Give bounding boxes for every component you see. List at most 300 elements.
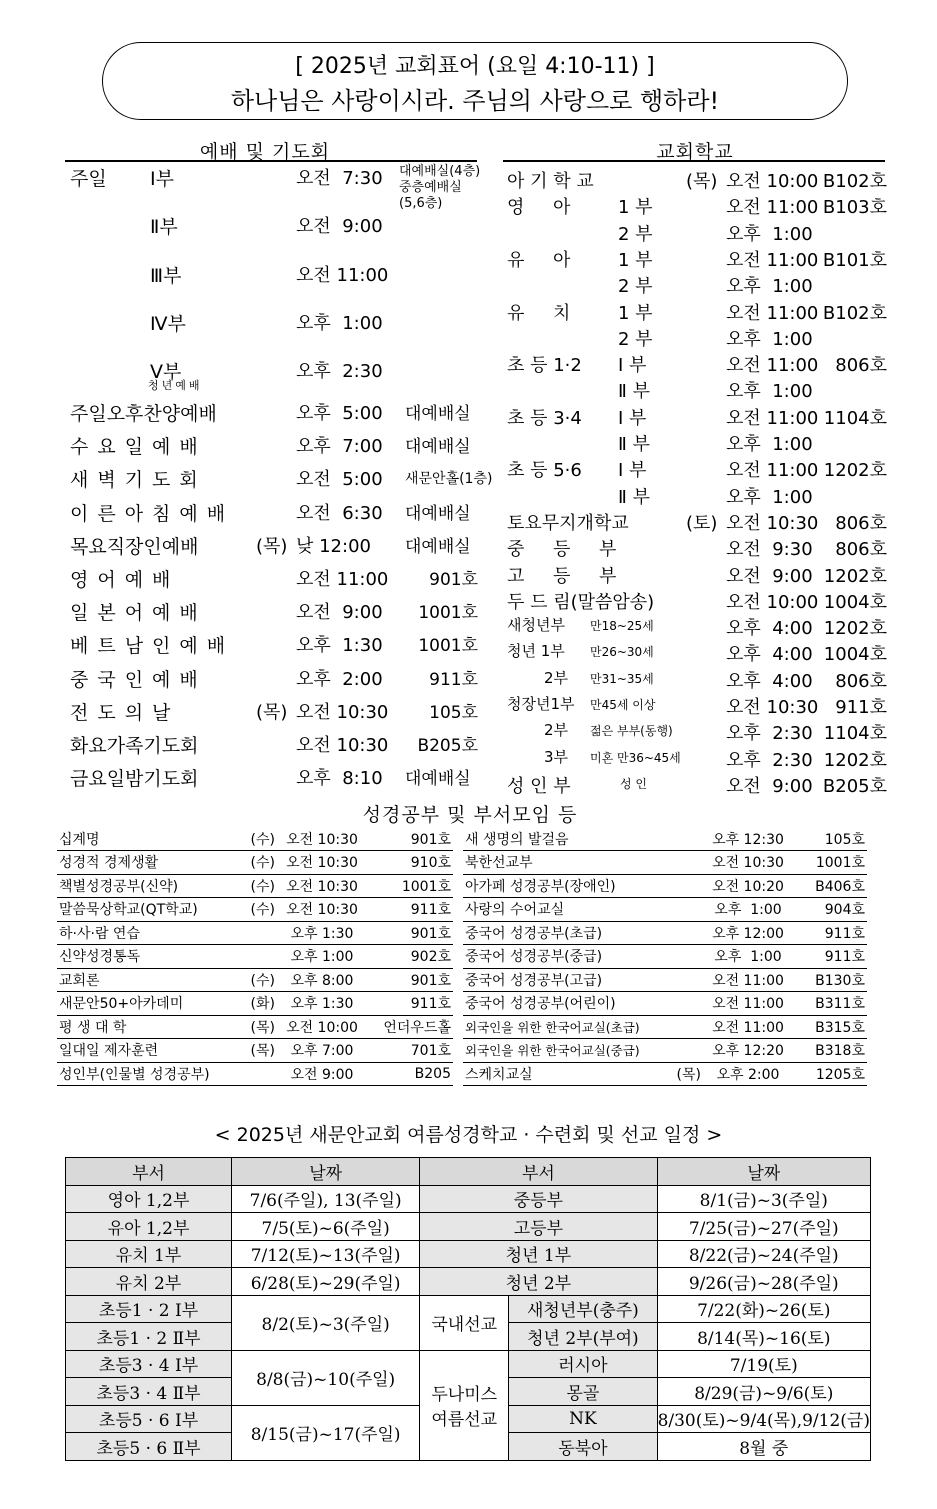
dept-cell: 초등1 · 2 Ⅰ부 [66, 1295, 232, 1323]
worship-time: 낮 12:00 [296, 535, 371, 557]
school-room: 806호 [835, 670, 887, 692]
table-row [463, 851, 867, 875]
school-part: 1 부 [618, 249, 653, 271]
study-day: (목) [237, 1015, 277, 1039]
study-time: 오전 9:00 [277, 1062, 367, 1086]
school-dept: 2부 [544, 668, 569, 687]
study-day: (수) [237, 968, 277, 992]
study-day [237, 921, 277, 945]
date-cell: 8/15(금)~17(주일) [232, 1405, 420, 1460]
date-cell: 7/12(토)~13(주일) [232, 1240, 420, 1268]
school-room: 1202호 [823, 565, 887, 587]
date-cell: 7/19(토) [657, 1350, 870, 1378]
dept-cell: 초등5 · 6 Ⅰ부 [66, 1405, 232, 1433]
school-time: 오전 10:30 [726, 697, 819, 718]
dept-cell: 유치 1부 [66, 1240, 232, 1268]
study-time: 오전 10:30 [277, 874, 367, 898]
study-day [663, 921, 703, 945]
study-room: 1001호 [367, 874, 453, 898]
study-room: B311호 [793, 992, 867, 1016]
table-row [66, 1295, 871, 1323]
study-day: (수) [237, 851, 277, 875]
study-day [237, 945, 277, 969]
dept-cell: 초등3 · 4 Ⅱ부 [66, 1378, 232, 1406]
table-row [66, 1185, 871, 1213]
study-name: 외국인을 위한 한국어교실(중급) [463, 1039, 663, 1063]
study-day: (수) [237, 898, 277, 922]
school-time: 오전 11:00 [726, 460, 819, 482]
school-time: 오전 11:00 [726, 197, 819, 219]
study-name: 중국어 성경공부(중급) [463, 945, 663, 969]
worship-name: 전도의날 [70, 701, 180, 724]
school-time: 오전 11:00 [726, 407, 819, 429]
worship-time: 오후 7:00 [296, 436, 383, 458]
school-rule [503, 160, 885, 162]
study-room: 901호 [367, 827, 453, 851]
school-time: 오후 1:00 [726, 486, 813, 508]
study-name: 성경적 경제생활 [57, 851, 237, 875]
date-cell: 7/22(화)~26(토) [657, 1295, 870, 1323]
date-cell: 8/14(목)~16(토) [657, 1323, 870, 1351]
study-room: B130호 [793, 968, 867, 992]
date-cell: 8/1(금)~3(주일) [657, 1185, 870, 1213]
study-time: 오전 10:30 [277, 851, 367, 875]
worship-time: 오후 8:10 [296, 768, 383, 790]
study-day [663, 898, 703, 922]
table-row [463, 898, 867, 922]
study-name: 책별성경공부(신약) [57, 874, 237, 898]
worship-place: 대예배실 [405, 769, 471, 790]
school-dept: 아 기 학 교 [507, 171, 594, 192]
study-name: 말씀묵상학교(QT학교) [57, 898, 237, 922]
worship-name: 일본어예배 [70, 602, 207, 625]
study-name: 중국어 성경공부(어린이) [463, 992, 663, 1016]
table-row [57, 1015, 453, 1039]
dept-cell: 러시아 [509, 1350, 657, 1378]
school-room: B102호 [822, 171, 887, 192]
study-room: 701호 [367, 1039, 453, 1063]
sunday-place-note: 대예배실(4층) 중층예배실 (5,6층) [399, 164, 481, 211]
school-age-note: 만26~30세 [590, 645, 654, 660]
study-name: 스케치교실 [463, 1062, 663, 1086]
school-room: 1104호 [823, 723, 887, 745]
motto-title: [ 2025년 교회표어 (요일 4:10-11) ] [295, 54, 655, 79]
worship-time: 오후 5:00 [296, 403, 383, 424]
school-age-note: 젊은 부부(동행) [590, 724, 673, 739]
study-day [237, 1062, 277, 1086]
worship-name: 금요일밤기도회 [70, 768, 199, 791]
table-row [57, 851, 453, 875]
summer-schedule-table [65, 1157, 871, 1461]
sunday-label: 주일 [70, 168, 107, 190]
worship-time: 오후 1:30 [296, 635, 383, 657]
dept-cell: 새청년부(충주) [509, 1295, 657, 1323]
school-room: 806호 [835, 512, 887, 534]
domestic-mission-label: 국내선교 [420, 1295, 509, 1350]
school-time: 오전 11:00 [726, 302, 819, 324]
school-time: 오전 9:00 [726, 565, 813, 587]
study-time: 오후 1:00 [703, 945, 793, 969]
school-part: 2 부 [618, 276, 653, 298]
study-day: (목) [237, 1039, 277, 1063]
school-part: Ⅱ 부 [618, 434, 650, 455]
worship-rule [65, 160, 477, 162]
service-time: 오전 9:00 [296, 216, 383, 237]
table-row [57, 921, 453, 945]
dept-cell: 초등1 · 2 Ⅱ부 [66, 1323, 232, 1351]
study-day [663, 1015, 703, 1039]
table-row [66, 1350, 871, 1378]
table-row [463, 992, 867, 1016]
worship-name: 화요가족기도회 [70, 735, 199, 757]
study-day [663, 874, 703, 898]
study-name: 북한선교부 [463, 851, 663, 875]
school-age-note: 만18~25세 [590, 619, 654, 634]
study-room: 911호 [793, 945, 867, 969]
study-day [663, 851, 703, 875]
table-row [57, 827, 453, 851]
school-time: 오전 9:30 [726, 539, 813, 561]
worship-place: 911호 [429, 669, 478, 690]
service-time: 오전 7:30 [296, 168, 383, 189]
school-day: (목) [686, 171, 718, 192]
service-time: 오후 2:30 [296, 361, 383, 382]
study-name: 중국어 성경공부(고급) [463, 968, 663, 992]
study-time: 오전 11:00 [703, 992, 793, 1016]
service-part: Ⅳ부 [150, 313, 186, 335]
school-time: 오후 1:00 [726, 381, 813, 403]
school-dept: 토요무지개학교 [507, 512, 629, 534]
study-room: 1205호 [793, 1062, 867, 1086]
study-room: 904호 [793, 898, 867, 922]
header-date: 날짜 [232, 1158, 420, 1186]
school-time: 오후 1:00 [726, 223, 813, 245]
school-room: 1202호 [823, 460, 887, 482]
motto-verse: 하나님은 사랑이시라. 주님의 사랑으로 행하라! [230, 87, 720, 115]
study-day: (수) [237, 874, 277, 898]
header-dept: 부서 [66, 1158, 232, 1186]
school-time: 오후 1:00 [726, 276, 813, 298]
date-cell: 8/29(금)~9/6(토) [657, 1378, 870, 1406]
school-day: (토) [686, 512, 718, 534]
study-time: 오후 1:30 [277, 992, 367, 1016]
table-row [57, 1062, 453, 1086]
school-room: 1202호 [823, 618, 887, 640]
worship-name: 영어예배 [70, 569, 180, 591]
dept-cell: 유치 2부 [66, 1268, 232, 1296]
school-part: Ⅰ 부 [618, 460, 647, 482]
school-room: 806호 [835, 539, 887, 561]
table-row [463, 1039, 867, 1063]
worship-day: (목) [256, 535, 288, 557]
date-cell: 6/28(토)~29(주일) [232, 1268, 420, 1296]
study-day [663, 1039, 703, 1063]
dept-cell: 몽골 [509, 1378, 657, 1406]
school-room: B101호 [822, 249, 887, 271]
worship-time: 오전 10:30 [296, 735, 389, 756]
worship-name: 중국인예배 [70, 668, 207, 691]
study-day [663, 945, 703, 969]
school-room: B103호 [822, 197, 887, 219]
school-time: 오후 1:00 [726, 434, 813, 455]
worship-place: 대예배실 [405, 536, 471, 557]
dept-cell: NK [509, 1405, 657, 1433]
school-dept: 영 아 [507, 197, 571, 219]
study-time: 오후 7:00 [277, 1039, 367, 1063]
date-cell: 8/2(토)~3(주일) [232, 1295, 420, 1350]
study-time: 오후 1:30 [277, 921, 367, 945]
study-room: 911호 [793, 921, 867, 945]
school-dept: 청년 1부 [507, 642, 565, 661]
school-time: 오후 4:00 [726, 618, 813, 640]
school-time: 오후 4:00 [726, 644, 813, 666]
worship-place: 105호 [429, 702, 478, 723]
study-room: B205 [367, 1062, 453, 1086]
study-time: 오후 12:30 [703, 827, 793, 851]
study-time: 오후 1:00 [277, 945, 367, 969]
study-day [663, 992, 703, 1016]
worship-name: 수요일예배 [70, 436, 207, 459]
bible-study-heading: 성경공부 및 부서모임 등 [362, 804, 578, 826]
study-time: 오전 11:00 [703, 1015, 793, 1039]
school-time: 오전 10:00 [726, 591, 819, 613]
school-room: 1104호 [823, 407, 887, 429]
worship-place: 대예배실 [405, 404, 471, 424]
study-name: 하·사·람 연습 [57, 921, 237, 945]
table-row [463, 945, 867, 969]
study-room: 105호 [793, 827, 867, 851]
service-part: Ⅴ부 [150, 361, 182, 383]
study-room: B315호 [793, 1015, 867, 1039]
school-dept: 2부 [544, 721, 569, 740]
school-dept: 두 드 림(말씀암송) [507, 591, 655, 613]
table-row [463, 874, 867, 898]
study-time: 오후 12:00 [703, 921, 793, 945]
worship-day: (목) [256, 701, 288, 723]
dept-cell: 청년 2부 [420, 1268, 657, 1296]
dept-cell: 동북아 [509, 1433, 657, 1461]
school-dept: 중 등 부 [507, 539, 617, 561]
date-cell: 8월 중 [657, 1433, 870, 1461]
school-age-note: 미혼 만36~45세 [590, 750, 681, 765]
dept-cell: 영아 1,2부 [66, 1185, 232, 1213]
study-name: 성인부(인물별 성경공부) [57, 1062, 237, 1086]
study-name: 새 생명의 발걸음 [463, 827, 663, 851]
summer-schedule-title: < 2025년 새문안교회 여름성경학교 · 수련회 및 선교 일정 > [214, 1124, 723, 1146]
date-cell: 8/8(금)~10(주일) [232, 1350, 420, 1405]
study-time: 오전 10:00 [277, 1015, 367, 1039]
school-heading: 교회학교 [656, 141, 734, 163]
worship-place: 1001호 [418, 636, 478, 657]
school-age-note: 성 인 [620, 776, 647, 791]
school-room: 1004호 [823, 591, 887, 613]
study-name: 아가페 성경공부(장애인) [463, 874, 663, 898]
worship-name: 베트남인예배 [70, 635, 235, 658]
dept-cell: 고등부 [420, 1213, 657, 1241]
worship-name: 새벽기도회 [70, 469, 207, 492]
study-day: (수) [237, 827, 277, 851]
service-sub-label: 청년예배 [148, 379, 203, 392]
dept-cell: 유아 1,2부 [66, 1213, 232, 1241]
study-day: (목) [663, 1062, 703, 1086]
study-time: 오전 10:30 [277, 827, 367, 851]
study-room: B318호 [793, 1039, 867, 1063]
worship-place: 새문안홀(1층) [405, 471, 493, 488]
table-row [66, 1268, 871, 1296]
school-time: 오후 4:00 [726, 670, 813, 692]
dept-cell: 초등5 · 6 Ⅱ부 [66, 1433, 232, 1461]
school-part: 2 부 [618, 328, 653, 350]
date-cell: 7/25(금)~27(주일) [657, 1213, 870, 1241]
study-time: 오후 2:00 [703, 1062, 793, 1086]
study-name: 평 생 대 학 [57, 1015, 237, 1039]
school-age-note: 만45세 이상 [590, 698, 656, 712]
service-part: Ⅲ부 [150, 265, 182, 287]
date-cell: 8/30(토)~9/4(목),9/12(금) [657, 1405, 870, 1433]
study-time: 오후 1:00 [703, 898, 793, 922]
school-room: 1202호 [823, 749, 887, 771]
school-part: Ⅱ 부 [618, 381, 650, 403]
school-room: 806호 [835, 355, 887, 377]
study-name: 신약성경통독 [57, 945, 237, 969]
study-name: 새문안50+아카데미 [57, 992, 237, 1016]
worship-time: 오전 10:30 [296, 701, 389, 723]
school-dept: 유 치 [507, 302, 571, 324]
worship-time: 오후 2:00 [296, 668, 383, 690]
date-cell: 7/6(주일), 13(주일) [232, 1185, 420, 1213]
service-part: Ⅱ부 [150, 216, 178, 238]
school-dept: 성 인 부 [507, 775, 571, 797]
school-room: 911호 [835, 697, 887, 718]
table-row [463, 827, 867, 851]
date-cell: 9/26(금)~28(주일) [657, 1268, 870, 1296]
study-name: 일대일 제자훈련 [57, 1039, 237, 1063]
school-dept: 초 등 5·6 [507, 460, 582, 482]
school-room: B205호 [822, 775, 887, 797]
worship-time: 오전 5:00 [296, 469, 383, 491]
school-part: Ⅱ 부 [618, 486, 650, 508]
dept-cell: 중등부 [420, 1185, 657, 1213]
study-day [663, 968, 703, 992]
school-dept: 고 등 부 [507, 565, 617, 587]
school-dept: 초 등 3·4 [507, 407, 582, 429]
school-room: 1004호 [823, 644, 887, 666]
school-time: 오전 11:00 [726, 249, 819, 271]
worship-name: 목요직장인예배 [70, 535, 199, 558]
table-row [463, 1015, 867, 1039]
study-room: B406호 [793, 874, 867, 898]
school-time: 오전 10:30 [726, 512, 819, 534]
study-room: 911호 [367, 992, 453, 1016]
study-time: 오전 10:20 [703, 874, 793, 898]
table-row [57, 1039, 453, 1063]
school-time: 오전 9:00 [726, 775, 813, 797]
date-cell: 7/5(토)~6(주일) [232, 1213, 420, 1241]
worship-name: 주일오후찬양예배 [70, 403, 217, 425]
dept-cell: 청년 1부 [420, 1240, 657, 1268]
study-room: 언더우드홀 [367, 1015, 453, 1039]
table-row [463, 968, 867, 992]
school-part: 2 부 [618, 223, 653, 245]
study-time: 오후 8:00 [277, 968, 367, 992]
table-row [57, 898, 453, 922]
table-row [57, 992, 453, 1016]
study-day: (화) [237, 992, 277, 1016]
date-cell: 8/22(금)~24(주일) [657, 1240, 870, 1268]
study-name: 십계명 [57, 827, 237, 851]
worship-place: 1001호 [418, 603, 478, 624]
worship-name: 이른아침예배 [70, 502, 235, 525]
school-room: B102호 [822, 302, 887, 324]
study-time: 오전 11:00 [703, 968, 793, 992]
school-dept: 청장년1부 [507, 695, 575, 713]
study-time: 오전 10:30 [703, 851, 793, 875]
table-row [57, 945, 453, 969]
dept-cell: 청년 2부(부여) [509, 1323, 657, 1351]
school-part: 1 부 [618, 302, 653, 324]
worship-place: 901호 [429, 570, 478, 590]
worship-place: B205호 [417, 736, 478, 756]
school-age-note: 만31~35세 [590, 671, 654, 686]
study-room: 901호 [367, 921, 453, 945]
school-dept: 유 아 [507, 249, 571, 271]
school-dept: 3부 [544, 747, 569, 766]
school-dept: 초 등 1·2 [507, 355, 582, 377]
study-time: 오전 10:30 [277, 898, 367, 922]
header-dept: 부서 [420, 1158, 657, 1186]
table-row [66, 1213, 871, 1241]
study-room: 902호 [367, 945, 453, 969]
school-part: Ⅰ 부 [618, 355, 647, 377]
table-row [66, 1158, 871, 1186]
study-name: 외국인을 위한 한국어교실(초급) [463, 1015, 663, 1039]
study-room: 901호 [367, 968, 453, 992]
worship-place: 대예배실 [405, 503, 471, 524]
school-time: 오후 2:30 [726, 749, 813, 771]
school-part: Ⅰ 부 [618, 407, 647, 429]
school-time: 오전 10:00 [726, 171, 819, 192]
worship-place: 대예배실 [405, 437, 471, 458]
motto-box [102, 42, 848, 120]
bible-study-right-table [463, 827, 867, 1086]
school-dept: 새청년부 [507, 616, 565, 635]
service-part: Ⅰ부 [150, 168, 174, 190]
worship-heading: 예배 및 기도회 [199, 141, 331, 163]
school-time: 오전 11:00 [726, 355, 819, 377]
study-name: 교회론 [57, 968, 237, 992]
service-time: 오전 11:00 [296, 265, 389, 286]
dept-cell: 초등3 · 4 Ⅰ부 [66, 1350, 232, 1378]
header-date: 날짜 [657, 1158, 870, 1186]
study-room: 1001호 [793, 851, 867, 875]
worship-time: 오전 9:00 [296, 602, 383, 624]
table-row [463, 921, 867, 945]
study-name: 사랑의 수어교실 [463, 898, 663, 922]
dunamis-mission-label: 두나미스 여름선교 [420, 1350, 509, 1460]
study-room: 911호 [367, 898, 453, 922]
bible-study-left-table [57, 827, 453, 1086]
worship-time: 오전 6:30 [296, 502, 383, 524]
service-time: 오후 1:00 [296, 313, 383, 334]
study-name: 중국어 성경공부(초급) [463, 921, 663, 945]
school-time: 오후 2:30 [726, 723, 813, 745]
table-row [57, 968, 453, 992]
study-time: 오후 12:20 [703, 1039, 793, 1063]
worship-time: 오전 11:00 [296, 569, 389, 590]
study-room: 910호 [367, 851, 453, 875]
school-time: 오후 1:00 [726, 328, 813, 350]
school-part: 1 부 [618, 197, 653, 219]
